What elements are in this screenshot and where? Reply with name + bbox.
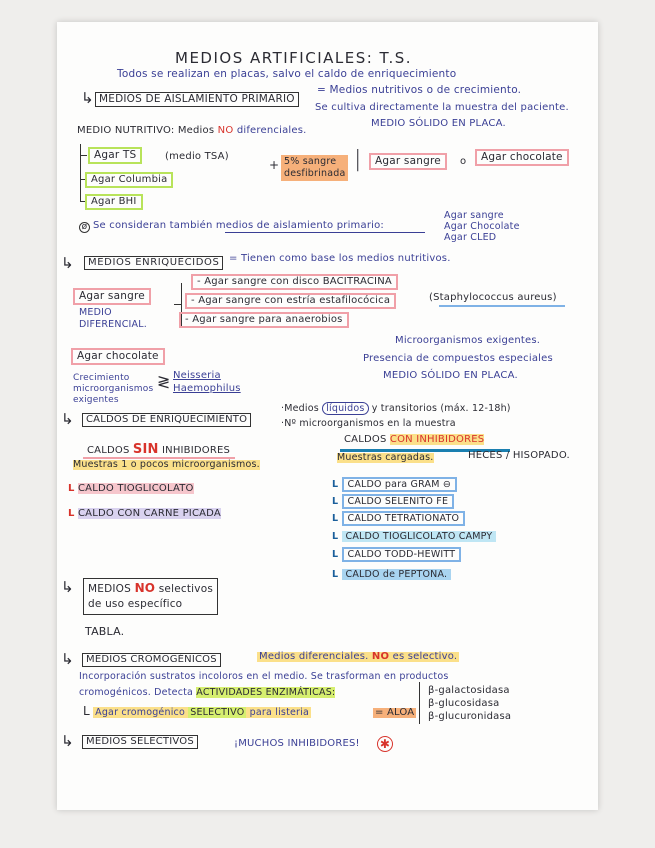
agar-chocolate-box: Agar chocolate: [475, 149, 569, 166]
section-heading-cromogenicos: MEDIOS CROMOGÉNICOS: [82, 653, 221, 667]
agar-ts: Agar TS: [88, 147, 142, 164]
caldo-con-item: L CALDO para GRAM ⊖: [332, 480, 457, 490]
caldo-con-item: L CALDO TETRATIONATO: [332, 514, 465, 524]
notebook-page: MEDIOS ARTIFICIALES: T.S. Todos se realizan en placas, salvo el caldo de enriquecimiento ↳ MEDIOS DE AISLAMIENTO PRIMARIO = Medios nutritivos o de crecimiento. Se cultiva directamente la muestra del paciente. MEDIO SÓLIDO EN PLACA. MEDIO NUTRITIVO: Medios NO diferenciales. Agar TS (medio TSA) Agar Columbia Agar BHI + 5% sangre desfibrinada | Agar sangre o Agar chocolate ø Se consideran también medios de aislamiento primario: Agar sangre Agar Chocolate Agar CLED ↳ MEDIOS ENRIQUECIDOS = Tienen como base los medios nutritivos. Agar sangre MEDIO DIFERENCIAL. - Agar sangre con disco BACITRACINA - Agar sangre con estría estafilocócica - Agar sangre para anaerobios (Staphylococcus aureus) Microorganismos exigentes. Presencia de compuestos especiales MEDIO SÓLIDO EN PLACA. Agar chocolate Crecimiento microorganismos exigentes ≷ Neisseria Haemophilus ↳ CALDOS DE ENRIQUECIMIENTO ·Medios líquidos y transitorios (máx. 12-18h) ·Nº microorganismos en la muestra CALDOS SIN INHIBIDORES Muestras 1 o pocos microorganismos. L CALDO TIOGLICOLATO L CALDO CON CARNE PICADA CALDOS CON INHIBIDORES Muestras cargadas. HECES / HISOPADO. L CALDO para GRAM ⊖ L CALDO SELENITO FE L CALDO TETRATIONATO L CALDO TIOGLICOLATO CAMPY L CALDO TODD-HEWITT L CALDO de PEPTONA. ↳ MEDIOS NO selectivos de uso específico TABLA. ↳ MEDIOS CROMOGÉNICOS Medios diferenciales. NO es selectivo. Incorporación sustratos incoloros en el medio. Se trasforman en productos cromogénicos. Detecta ACTIVIDADES ENZIMÁTICAS: L Agar cromogénico SELECTIVO para listeria = ALOA β-galactosidasa β-glucosidasa β-glucuronidasa ↳ MEDIOS SELECTIVOS ¡MUCHOS INHIBIDORES! ✱: [57, 22, 598, 810]
tabla-label: TABLA.: [85, 625, 125, 638]
page-title: MEDIOS ARTIFICIALES: T.S.: [175, 49, 412, 67]
section-heading-enriquecidos: MEDIOS ENRIQUECIDOS: [84, 256, 223, 270]
brace-icon: ≷: [157, 372, 171, 391]
section-heading-aislamiento: MEDIOS DE AISLAMIENTO PRIMARIO: [95, 92, 299, 107]
arrow-icon: ↳: [61, 254, 74, 272]
medio-nutritivo-label: MEDIO NUTRITIVO: Medios NO diferenciales.: [77, 125, 307, 136]
agar-columbia: Agar Columbia: [85, 172, 173, 188]
arrow-icon: ↳: [61, 410, 74, 428]
caldos-note1: ·Medios líquidos y transitorios (máx. 12-18h): [281, 403, 511, 414]
cromogenicos-line3: cromogénicos. Detecta ACTIVIDADES ENZIMÁTICAS:: [79, 687, 336, 698]
agar-sangre-box: Agar sangre: [369, 153, 447, 170]
caldos-con-heading: CALDOS CON INHIBIDORES: [344, 434, 485, 445]
enzyme-item: β-glucosidasa: [428, 698, 500, 709]
sangre-desfibrinada: 5% sangre desfibrinada: [281, 155, 348, 181]
agar-bhi: Agar BHI: [85, 194, 143, 210]
agar-ts-note: (medio TSA): [165, 151, 229, 162]
caldos-sin-heading: CALDOS SIN INHIBIDORES: [87, 442, 231, 457]
caldos-note2: ·Nº microorganismos en la muestra: [281, 418, 456, 429]
caldos-con-note: Muestras cargadas.: [337, 452, 434, 463]
arrow-icon: ↳: [61, 732, 74, 750]
presencia-note: Presencia de compuestos especiales: [363, 353, 553, 364]
brace-enzymes: [419, 682, 420, 724]
star-icon: ✱: [377, 736, 393, 752]
enriquecidos-note: = Tienen como base los medios nutritivos.: [229, 253, 451, 264]
no-selectivos-box: MEDIOS NO selectivos de uso específico: [83, 578, 218, 615]
crecimiento-note: Crecimiento microorganismos exigentes: [73, 373, 154, 405]
brace-nutritivos: [80, 144, 81, 202]
aloa-label: = ALOA: [375, 707, 415, 718]
note-solido-placa: MEDIO SÓLIDO EN PLACA.: [371, 118, 506, 129]
agar-chocolate-enriq: Agar chocolate: [71, 348, 165, 365]
note-cultiva: Se cultiva directamente la muestra del paciente.: [315, 102, 569, 113]
caldo-con-item: L CALDO TODD-HEWITT: [332, 550, 461, 560]
caldo-con-item: L CALDO de PEPTONA.: [332, 570, 451, 580]
selectivos-note: ¡MUCHOS INHIBIDORES!: [234, 738, 360, 749]
agar-cromogenico: L Agar cromogénico SELECTIVO para listeria: [83, 704, 310, 718]
agar-sangre-dif: Agar sangre: [73, 288, 151, 305]
sangre-item: - Agar sangre con estría estafilocócica: [185, 293, 396, 309]
tambien-item: Agar Chocolate: [444, 221, 520, 232]
tambien-item: Agar CLED: [444, 232, 497, 243]
exigentes-note: Microorganismos exigentes.: [395, 335, 541, 346]
subtitle: Todos se realizan en placas, salvo el caldo de enriquecimiento: [117, 68, 457, 80]
cromogenicos-note: Medios diferenciales. NO es selectivo.: [259, 651, 458, 662]
section-heading-caldos: CALDOS DE ENRIQUECIMIENTO: [82, 413, 251, 427]
haemophilus: Haemophilus: [173, 383, 241, 394]
caldo-con-item: L CALDO SELENITO FE: [332, 497, 454, 507]
arrow-icon: ↳: [61, 578, 74, 596]
sangre-item: - Agar sangre con disco BACITRACINA: [191, 274, 398, 290]
arrow-icon: ↳: [81, 89, 94, 107]
tambien-item: Agar sangre: [444, 210, 504, 221]
neisseria: Neisseria: [173, 370, 221, 381]
note-nutritivos: = Medios nutritivos o de crecimiento.: [317, 84, 522, 96]
caldo-sin-item: L CALDO CON CARNE PICADA: [68, 508, 221, 519]
o-word: o: [460, 156, 467, 167]
staphylococcus-note: (Staphylococcus aureus): [429, 292, 557, 303]
arrow-icon: ↳: [61, 650, 74, 668]
caldos-con-note2: HECES / HISOPADO.: [468, 450, 570, 461]
plus-sign: +: [269, 158, 280, 172]
cromogenicos-line2: Incorporación sustratos incoloros en el medio. Se trasforman en productos: [79, 671, 449, 682]
section-heading-selectivos: MEDIOS SELECTIVOS: [82, 735, 198, 749]
caldo-sin-item: L CALDO TIOGLICOLATO: [68, 483, 194, 494]
caldo-con-item: L CALDO TIOGLICOLATO CAMPY: [332, 532, 496, 542]
medio-diferencial: MEDIO DIFERENCIAL.: [79, 307, 147, 330]
info-icon: ø: [79, 222, 90, 233]
enzyme-item: β-galactosidasa: [428, 685, 510, 696]
tambien-note: Se consideran también medios de aislamiento primario:: [93, 220, 385, 231]
caldos-sin-note: Muestras 1 o pocos microorganismos.: [73, 459, 260, 470]
sangre-item: - Agar sangre para anaerobios: [179, 312, 349, 328]
enzyme-item: β-glucuronidasa: [428, 711, 512, 722]
solido-note: MEDIO SÓLIDO EN PLACA.: [383, 370, 518, 381]
